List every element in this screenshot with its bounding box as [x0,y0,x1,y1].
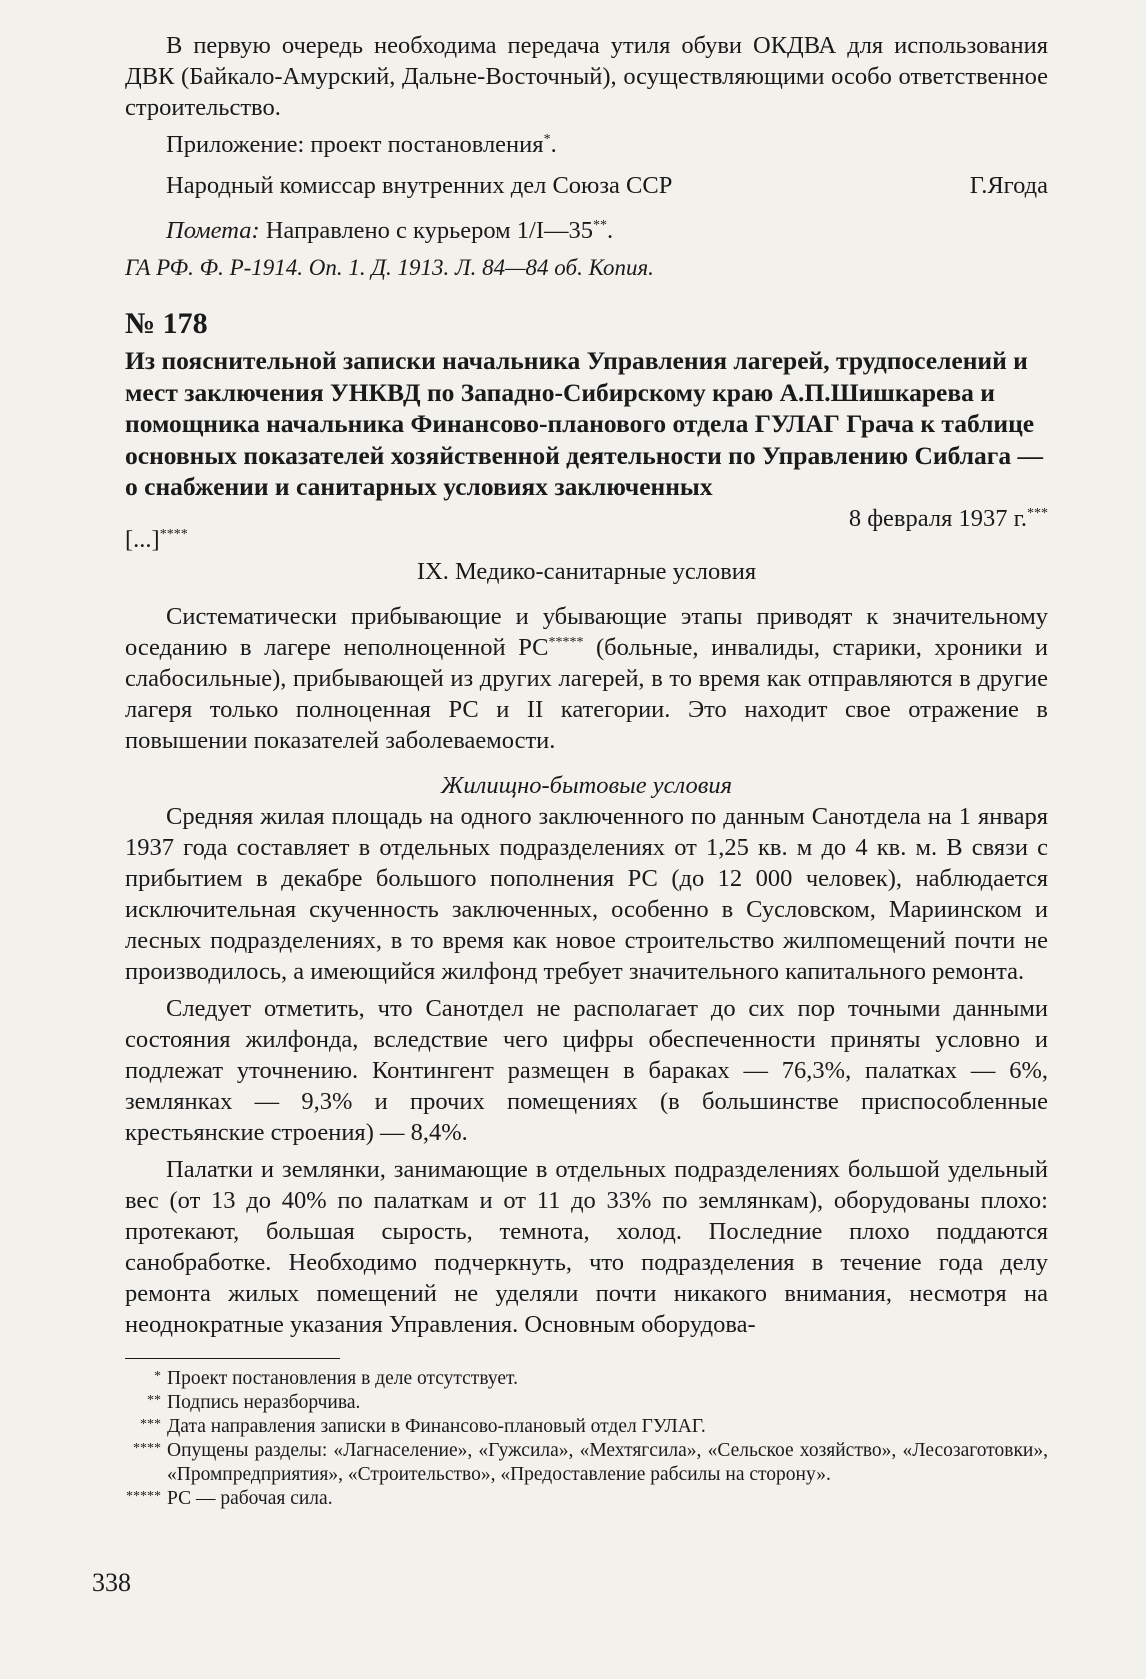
footnote-mark: ***** [126,1488,161,1504]
appendix-period: . [550,131,557,158]
footnote-mark: **** [133,1440,161,1456]
medical-paragraph [125,601,1048,756]
footnote [125,1415,1048,1439]
footnote-text: РС — рабочая сила. [167,1487,333,1509]
archive-reference: ГА РФ. Ф. Р-1914. Оп. 1. Д. 1913. Л. 84—84 об. Копия. [125,255,654,280]
section-heading: IX. Медико-санитарные условия [416,557,757,585]
footnote-text: Проект постановления в деле отсутствует. [167,1367,518,1389]
delivery-note [125,215,1048,246]
footnote-ref: *** [1027,505,1048,521]
housing-paragraph: Палатки и землянки, занимающие в отдельных подразделениях большой удельный вес (от 13 до 40% по палаткам и от 11 до 33% по землянкам), оборудованы плохо: протекают, большая сырость, темнота, холод. Последние плохо поддаются санобработке. Необходимо подчеркнуть, что подразделения в течение года делу ремонта жилых помещений не уделяли почти никакого внимания, несмотря на неоднократные указания Управления. Основным оборудова- [125,1155,1048,1338]
footnote-mark: * [154,1368,161,1384]
footnote-mark: ** [147,1392,161,1408]
signatory-position: Народный комиссар внутренних дел Союза ССР [166,172,673,199]
footnotes [125,1367,1048,1511]
footnote [125,1391,1048,1415]
footnote-ref: ** [593,218,608,233]
footnote-mark: *** [140,1416,161,1432]
medical-text-a: Систематически прибывающие и убывающие этапы приводят к значительному оседанию в лагере неполноценной РС [125,602,1048,661]
document-title: Из пояснительной записки начальника Управления лагерей, трудпоселений и мест заключения УНКВД по Западно-Сибирскому краю А.П.Шишкарева и помощника начальника Финансово-планового отдела ГУЛАГ Грача к таблице основных показателей хозяйственной деятельности по Управлению Сиблага — о снабжении и санитарных условиях заключенных [125,346,1043,501]
footnote [125,1439,1048,1487]
note-period: . [607,217,614,244]
document-number: № 178 [125,307,208,340]
appendix-line [125,129,1048,160]
subsection-heading: Жилищно-бытовые условия [440,771,733,799]
note-label: Помета: [166,217,260,244]
footnote-ref: ***** [548,634,584,650]
housing-paragraph: Следует отметить, что Санотдел не располагает до сих пор точными данными состояния жилфонда, вследствие чего цифры обеспеченности приняты условно и подлежат уточнению. Контингент размещен в бараках — 76,3%, палатках — 6%, землянках — 9,3% и прочих помещениях (в большинстве приспособленные крестьянские строения) — 8,4%. [125,994,1048,1146]
date-text: 8 февраля 1937 г. [848,504,1027,532]
footnote-text: Подпись неразборчива. [167,1391,361,1413]
footnote [125,1367,1048,1391]
signature-block [125,170,1048,201]
footnote-divider [125,1358,340,1359]
housing-paragraph: Средняя жилая площадь на одного заключенного по данным Санотдела на 1 января 1937 года составляет в отдельных подразделениях от 1,25 кв. м до 4 кв. м. В связи с прибытием в декабре большого пополнения РС (до 12 000 человек), наблюдается исключительная скученность заключенных, особенно в Сусловском, Мариинском и лесных подразделениях, в то время как новое строительство жилпомещений почти не производилось, а имеющийся жилфонд требует значительного капитального ремонта. [125,802,1048,985]
page-number: 338 [92,1568,131,1597]
footnote-ref: **** [159,526,188,542]
footnote [125,1487,1048,1511]
footnote-text: Опущены разделы: «Лагнаселение», «Гужсила», «Мехтягсила», «Сельское хозяйство», «Лесозаготовки», «Промпредприятия», «Строительство», «Предоставление рабсилы на сторону». [167,1439,1048,1485]
omission-text: [...] [125,525,160,553]
footnote-text: Дата направления записки в Финансово-плановый отдел ГУЛАГ. [167,1415,706,1437]
intro-paragraph: В первую очередь необходима передача утиля обуви ОКДВА для использования ДВК (Байкало-Амурский, Дальне-Восточный), осуществляющими особо ответственное строительство. [125,32,1048,121]
medical-text-b: (больные, инвалиды, старики, хроники и слабосильные), прибывающей из других лагерей, в то время как отправляются в другие лагеря только полноценная РС и II категории. Это находит свое отражение в повышении показателей заболеваемости. [125,633,1048,754]
appendix-text: Приложение: проект постановления [166,131,544,158]
footnote-ref: * [543,132,551,147]
signatory-name: Г.Ягода [969,172,1048,199]
note-text: Направлено с курьером 1/I—35 [259,217,594,244]
